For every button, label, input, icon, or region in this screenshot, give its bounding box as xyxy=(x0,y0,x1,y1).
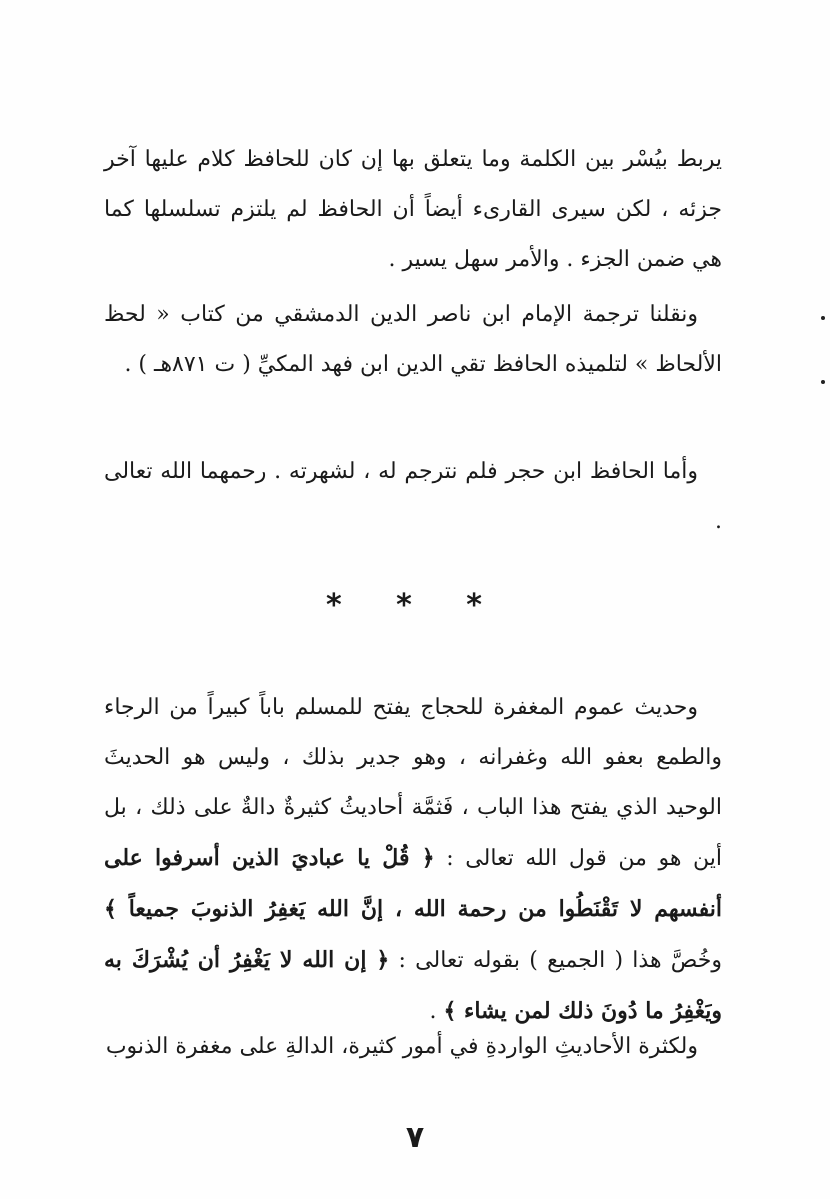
text-section-ibn-hajar xyxy=(104,447,722,547)
quran-verse-2: ﴿ إن الله لا يَغْفِرُ أن يُشْرَكَ به ويَغْفِرُ ما دُونَ ذلك لمن يشاء ﴾ xyxy=(104,947,722,1024)
paragraph-5: ولكثرة الأحاديثِ الواردةِ في أمور كثيرة، الدالةِ على مغفرة الذنوب xyxy=(105,1034,698,1059)
paragraph-4-part-3: . xyxy=(429,999,437,1024)
paragraph-2: ونقلنا ترجمة الإمام ابن ناصر الدين الدمشقي من كتاب « لحظ الألحاظ » لتلميذه الحافظ تقي الدين ابن فهد المكيِّ ( ت ٨٧١هـ ) . xyxy=(104,302,722,377)
scan-speck xyxy=(821,316,825,320)
paragraph-4-part-2: وخُصَّ هذا ( الجميع ) بقوله تعالى : xyxy=(398,948,722,973)
paragraph-1: يربط بيُسْر بين الكلمة وما يتعلق بها إن كان للحافظ كلام عليها آخر جزئه ، لكن سيرى القارىء أيضاً أن الحافظ لم يلتزم تسلسلها كما هي ضمن الجزء . والأمر سهل يسير . xyxy=(104,147,722,272)
scan-speck xyxy=(821,380,825,384)
quran-verse-1: ﴿ قُلْ يا عباديَ الذين أسرفوا على أنفسهم لا تَقْنَطُوا من رحمة الله ، إنَّ الله يَغفِرُ الذنوبَ جميعاً ﴾ xyxy=(104,845,722,922)
paragraph-4 xyxy=(104,683,722,1037)
text-section-translation xyxy=(104,290,722,390)
text-section-intro xyxy=(104,135,722,285)
page-number: ٧ xyxy=(405,1120,425,1155)
text-section-forgiveness xyxy=(104,683,722,1037)
section-separator: * * * xyxy=(326,588,504,623)
paragraph-4-part-1: وحديث عموم المغفرة للحجاج يفتح للمسلم باباً كبيراً من الرجاء والطمع بعفو الله وغفرانه ، وهو جدير بذلك ، وليس هو الحديثَ الوحيد الذي يفتح هذا الباب ، فَثمَّة أحاديثُ كثيرةٌ دالةٌ على ذلك ، بل أين هو من قول الله تعالى : xyxy=(104,695,723,871)
paragraph-3: وأما الحافظ ابن حجر فلم نترجم له ، لشهرته . رحمهما الله تعالى . xyxy=(104,459,722,534)
text-section-continuation xyxy=(104,1022,722,1072)
